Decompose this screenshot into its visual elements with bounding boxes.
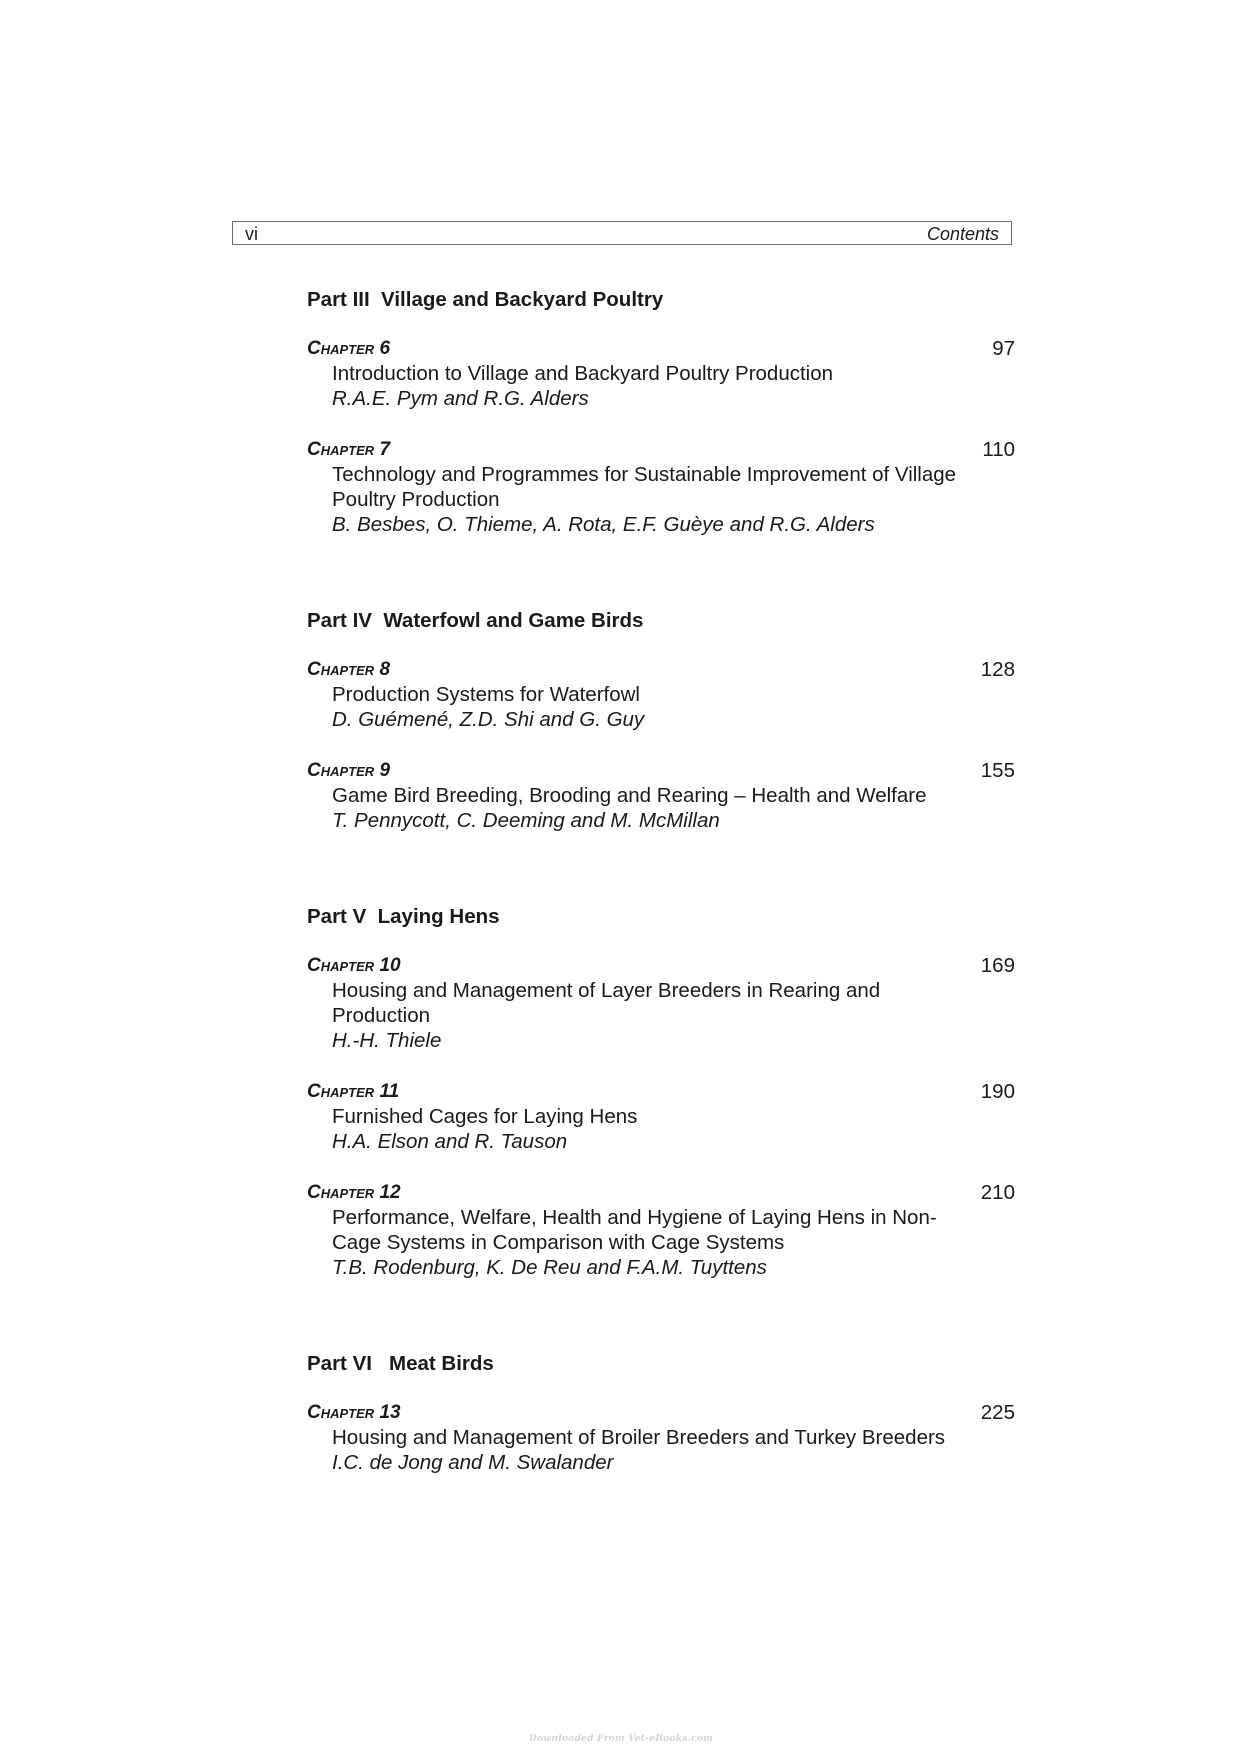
chapter-title[interactable]: Technology and Programmes for Sustainable Improvement of Village Poultry Production bbox=[332, 463, 957, 511]
chapter-title[interactable]: Housing and Management of Layer Breeders in Rearing and Production bbox=[332, 979, 881, 1027]
chapter-label bbox=[307, 1079, 1015, 1104]
chapter-title[interactable]: Introduction to Village and Backyard Poultry Production bbox=[332, 362, 834, 385]
chapter-title[interactable]: Production Systems for Waterfowl bbox=[332, 683, 640, 706]
toc-part bbox=[307, 607, 1015, 833]
chapter-authors: H.A. Elson and R. Tauson bbox=[332, 1130, 568, 1153]
part-title: Part IV Waterfowl and Game Birds bbox=[307, 609, 644, 632]
chapter-page-number: 225 bbox=[980, 1401, 1015, 1424]
chapter-title[interactable]: Game Bird Breeding, Brooding and Rearing – Health and Welfare bbox=[332, 784, 927, 807]
running-head-section: Contents bbox=[926, 224, 999, 244]
chapter-authors: B. Besbes, O. Thieme, A. Rota, E.F. Guèye and R.G. Alders bbox=[332, 513, 875, 536]
part-title: Part VI Meat Birds bbox=[307, 1352, 494, 1375]
chapter-label bbox=[307, 336, 1015, 361]
chapter-authors: H.-H. Thiele bbox=[332, 1029, 442, 1052]
chapter-label-rest: hapter bbox=[320, 760, 375, 781]
toc-chapter-entry[interactable] bbox=[307, 657, 1015, 732]
part-title: Part III Village and Backyard Poultry bbox=[307, 288, 664, 311]
chapter-label bbox=[307, 1180, 1015, 1205]
chapter-number: 12 bbox=[379, 1182, 401, 1203]
chapter-number: 10 bbox=[379, 955, 401, 976]
chapter-authors: R.A.E. Pym and R.G. Alders bbox=[332, 387, 589, 410]
chapter-authors: I.C. de Jong and M. Swalander bbox=[332, 1451, 614, 1474]
chapter-number: 9 bbox=[379, 760, 391, 781]
chapter-number: 6 bbox=[379, 338, 391, 359]
chapter-authors: T.B. Rodenburg, K. De Reu and F.A.M. Tuyttens bbox=[332, 1256, 767, 1279]
chapter-number: 7 bbox=[379, 439, 391, 460]
chapter-title[interactable]: Furnished Cages for Laying Hens bbox=[332, 1105, 638, 1128]
toc-chapter-entry[interactable] bbox=[307, 437, 1015, 537]
part-title: Part V Laying Hens bbox=[307, 905, 500, 928]
toc-part bbox=[307, 1350, 1015, 1475]
chapter-label-rest: hapter bbox=[320, 338, 375, 359]
chapter-page-number: 97 bbox=[992, 337, 1015, 360]
download-watermark: Downloaded From Vet-eBooks.com bbox=[529, 1734, 713, 1744]
table-of-contents bbox=[307, 286, 1015, 1475]
page-number: vi bbox=[245, 224, 258, 244]
chapter-number: 13 bbox=[379, 1402, 401, 1423]
chapter-label-rest: hapter bbox=[320, 659, 375, 680]
chapter-label-initial: C bbox=[307, 1402, 321, 1423]
toc-chapter-entry[interactable] bbox=[307, 1180, 1015, 1280]
chapter-label bbox=[307, 953, 1015, 978]
chapter-page-number: 155 bbox=[980, 759, 1015, 782]
toc-chapter-entry[interactable] bbox=[307, 1400, 1015, 1475]
toc-chapter-entry[interactable] bbox=[307, 758, 1015, 833]
chapter-label-initial: C bbox=[307, 1081, 321, 1102]
chapter-label-initial: C bbox=[307, 439, 321, 460]
chapter-label bbox=[307, 437, 1015, 462]
chapter-authors: T. Pennycott, C. Deeming and M. McMillan bbox=[332, 809, 720, 832]
running-head bbox=[232, 221, 1012, 245]
chapter-label-rest: hapter bbox=[320, 1402, 375, 1423]
chapter-page-number: 128 bbox=[980, 658, 1015, 681]
chapter-label-initial: C bbox=[307, 659, 321, 680]
chapter-label-rest: hapter bbox=[320, 439, 375, 460]
chapter-label bbox=[307, 758, 1015, 783]
chapter-number: 8 bbox=[379, 659, 391, 680]
chapter-label bbox=[307, 1400, 1015, 1425]
chapter-label-initial: C bbox=[307, 955, 321, 976]
chapter-page-number: 210 bbox=[980, 1181, 1015, 1204]
toc-part bbox=[307, 903, 1015, 1280]
chapter-authors: D. Guémené, Z.D. Shi and G. Guy bbox=[332, 708, 645, 731]
toc-chapter-entry[interactable] bbox=[307, 1079, 1015, 1154]
chapter-label-rest: hapter bbox=[320, 1182, 375, 1203]
chapter-label-initial: C bbox=[307, 1182, 321, 1203]
chapter-label-initial: C bbox=[307, 338, 321, 359]
chapter-number: 11 bbox=[379, 1081, 400, 1102]
toc-chapter-entry[interactable] bbox=[307, 336, 1015, 411]
chapter-title[interactable]: Performance, Welfare, Health and Hygiene of Laying Hens in Non-Cage Systems in Comparison with Cage Systems bbox=[332, 1206, 937, 1254]
chapter-page-number: 190 bbox=[980, 1080, 1015, 1103]
chapter-label-rest: hapter bbox=[320, 1081, 375, 1102]
chapter-page-number: 110 bbox=[982, 438, 1015, 461]
chapter-label-initial: C bbox=[307, 760, 321, 781]
toc-part bbox=[307, 286, 1015, 537]
chapter-title[interactable]: Housing and Management of Broiler Breeders and Turkey Breeders bbox=[332, 1426, 946, 1449]
chapter-label-rest: hapter bbox=[320, 955, 375, 976]
chapter-label bbox=[307, 657, 1015, 682]
chapter-page-number: 169 bbox=[980, 954, 1015, 977]
toc-chapter-entry[interactable] bbox=[307, 953, 1015, 1053]
